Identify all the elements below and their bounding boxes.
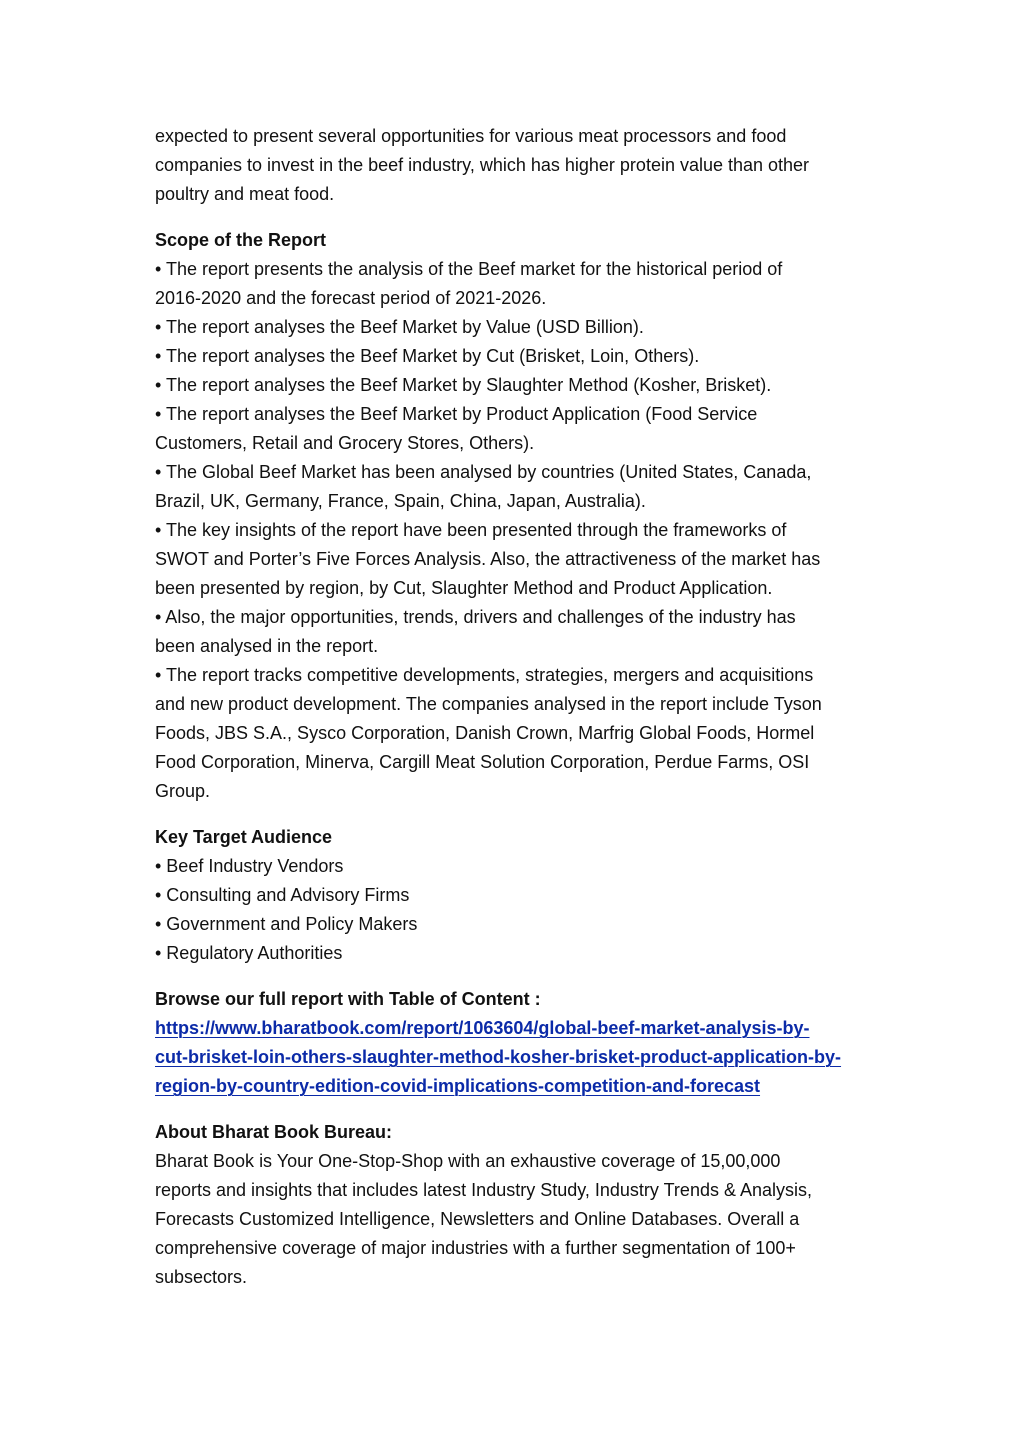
scope-line: • The report analyses the Beef Market by Slaughter Method (Kosher, Brisket). [155, 375, 772, 395]
report-link-line[interactable]: cut-brisket-loin-others-slaughter-method-kosher-brisket-product-application-by- [155, 1047, 842, 1067]
scope-line: • The report analyses the Beef Market by Cut (Brisket, Loin, Others). [155, 346, 700, 366]
scope-line: Customers, Retail and Grocery Stores, Others). [155, 433, 535, 453]
scope-line: • The Global Beef Market has been analysed by countries (United States, Canada, [155, 462, 812, 482]
browse-heading: Browse our full report with Table of Content : [155, 989, 541, 1009]
audience-section [155, 823, 867, 968]
about-heading: About Bharat Book Bureau: [155, 1122, 393, 1142]
scope-line: • Also, the major opportunities, trends, drivers and challenges of the industry has [155, 607, 796, 627]
scope-line: • The report tracks competitive developments, strategies, mergers and acquisitions [155, 665, 814, 685]
browse-section [155, 985, 867, 1101]
scope-line: 2016-2020 and the forecast period of 2021-2026. [155, 288, 547, 308]
document-page [155, 122, 867, 1309]
audience-heading: Key Target Audience [155, 827, 333, 847]
about-line: Bharat Book is Your One-Stop-Shop with an exhaustive coverage of 15,00,000 [155, 1151, 781, 1171]
scope-line: • The report analyses the Beef Market by Value (USD Billion). [155, 317, 644, 337]
about-line: reports and insights that includes latest Industry Study, Industry Trends & Analysis, [155, 1180, 812, 1200]
scope-section [155, 226, 867, 806]
about-line: Forecasts Customized Intelligence, Newsletters and Online Databases. Overall a [155, 1209, 800, 1229]
scope-line: Food Corporation, Minerva, Cargill Meat Solution Corporation, Perdue Farms, OSI [155, 752, 810, 772]
audience-item: • Consulting and Advisory Firms [155, 885, 410, 905]
about-line: comprehensive coverage of major industries with a further segmentation of 100+ [155, 1238, 796, 1258]
scope-line: • The key insights of the report have been presented through the frameworks of [155, 520, 787, 540]
scope-heading: Scope of the Report [155, 230, 327, 250]
intro-line: expected to present several opportunities for various meat processors and food [155, 126, 787, 146]
audience-item: • Government and Policy Makers [155, 914, 418, 934]
about-line: subsectors. [155, 1267, 248, 1287]
scope-line: Brazil, UK, Germany, France, Spain, China, Japan, Australia). [155, 491, 646, 511]
about-section [155, 1118, 867, 1292]
intro-line: companies to invest in the beef industry, which has higher protein value than other [155, 155, 810, 175]
scope-line: and new product development. The companies analysed in the report include Tyson [155, 694, 822, 714]
scope-line: been analysed in the report. [155, 636, 379, 656]
report-link-line[interactable]: https://www.bharatbook.com/report/1063604/global-beef-market-analysis-by- [155, 1018, 810, 1038]
report-link-line[interactable]: region-by-country-edition-covid-implications-competition-and-forecast [155, 1076, 761, 1096]
scope-line: • The report analyses the Beef Market by Product Application (Food Service [155, 404, 758, 424]
scope-line: SWOT and Porter’s Five Forces Analysis. Also, the attractiveness of the market has [155, 549, 821, 569]
scope-line: Foods, JBS S.A., Sysco Corporation, Danish Crown, Marfrig Global Foods, Hormel [155, 723, 815, 743]
scope-line: • The report presents the analysis of the Beef market for the historical period of [155, 259, 783, 279]
report-link[interactable] [155, 1014, 867, 1101]
intro-line: poultry and meat food. [155, 184, 335, 204]
audience-item: • Beef Industry Vendors [155, 856, 344, 876]
scope-line: Group. [155, 781, 211, 801]
intro-paragraph [155, 122, 867, 209]
audience-item: • Regulatory Authorities [155, 943, 343, 963]
scope-line: been presented by region, by Cut, Slaughter Method and Product Application. [155, 578, 773, 598]
